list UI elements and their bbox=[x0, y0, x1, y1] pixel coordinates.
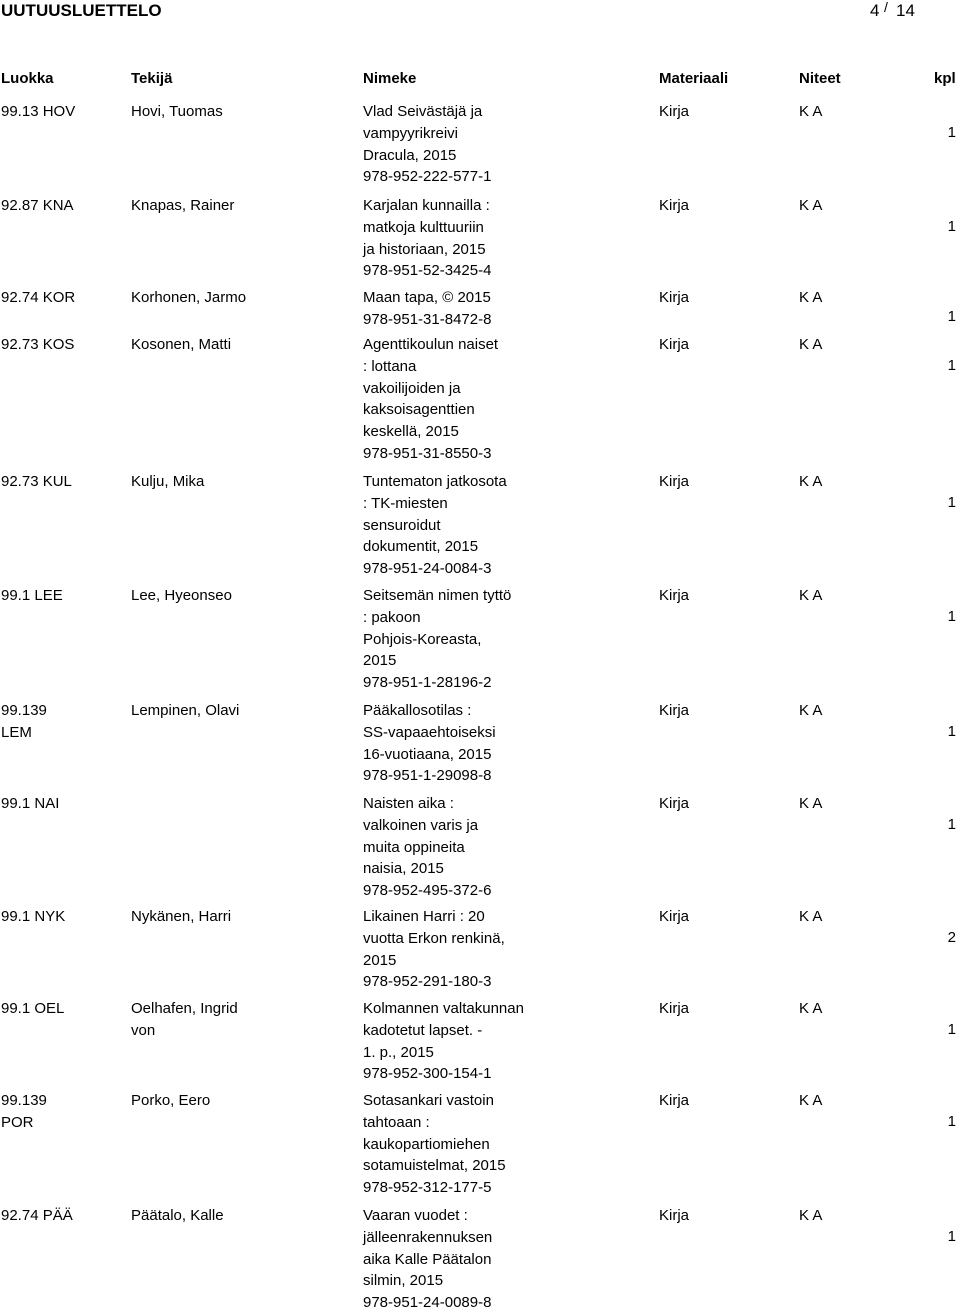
niteet-cell: K A bbox=[799, 197, 823, 214]
column-header-nimeke: Nimeke bbox=[363, 70, 417, 87]
luokka-cell bbox=[1, 195, 74, 217]
nimeke-cell-line: Pohjois-Koreasta, bbox=[363, 630, 482, 648]
tekija-cell bbox=[131, 195, 234, 217]
nimeke-cell-line: vuotta Erkon renkinä, bbox=[363, 929, 505, 947]
luokka-cell-line: 99.13 HOV bbox=[1, 103, 76, 120]
nimeke-cell-line: : lottana bbox=[363, 357, 417, 375]
nimeke-cell-line: 2015 bbox=[363, 951, 397, 969]
page-current: 4 bbox=[870, 1, 880, 20]
nimeke-cell-line: 978-951-52-3425-4 bbox=[363, 262, 492, 280]
kpl-cell: 1 bbox=[947, 723, 956, 740]
nimeke-cell-line: 978-951-1-29098-8 bbox=[363, 767, 492, 785]
niteet-cell: K A bbox=[799, 587, 823, 604]
nimeke-cell-line: 978-952-300-154-1 bbox=[363, 1065, 492, 1083]
nimeke-cell-line: 16-vuotiaana, 2015 bbox=[363, 745, 492, 763]
nimeke-cell-line: Kolmannen valtakunnan bbox=[363, 1000, 524, 1017]
luokka-cell bbox=[1, 471, 72, 493]
nimeke-cell bbox=[363, 334, 498, 465]
materiaali-cell: Kirja bbox=[659, 587, 690, 604]
materiaali-cell: Kirja bbox=[659, 1092, 690, 1109]
materiaali-cell: Kirja bbox=[659, 103, 690, 120]
nimeke-cell bbox=[363, 287, 491, 331]
kpl-cell: 1 bbox=[947, 1228, 956, 1245]
niteet-cell: K A bbox=[799, 473, 823, 490]
luokka-cell-line: LEM bbox=[1, 723, 32, 741]
luokka-cell-line: 92.73 KUL bbox=[1, 473, 72, 490]
nimeke-cell-line: 978-951-24-0089-8 bbox=[363, 1294, 492, 1312]
nimeke-cell-line: Seitsemän nimen tyttö bbox=[363, 587, 512, 604]
luokka-cell bbox=[1, 700, 47, 744]
nimeke-cell-line: Naisten aika : bbox=[363, 795, 454, 812]
kpl-cell: 1 bbox=[947, 218, 956, 235]
tekija-cell-line: von bbox=[131, 1021, 156, 1039]
tekija-cell-line: Päätalo, Kalle bbox=[131, 1207, 224, 1224]
nimeke-cell bbox=[363, 101, 491, 188]
niteet-cell: K A bbox=[799, 336, 823, 353]
luokka-cell bbox=[1, 793, 59, 815]
luokka-cell bbox=[1, 585, 63, 607]
nimeke-cell-line: Karjalan kunnailla : bbox=[363, 197, 490, 214]
tekija-cell-line: Porko, Eero bbox=[131, 1092, 211, 1109]
tekija-cell bbox=[131, 906, 231, 928]
nimeke-cell-line: kaukopartiomiehen bbox=[363, 1135, 490, 1153]
kpl-cell: 1 bbox=[947, 124, 956, 141]
tekija-cell-line: Kulju, Mika bbox=[131, 473, 205, 490]
nimeke-cell-line: 978-951-31-8550-3 bbox=[363, 444, 492, 462]
nimeke-cell-line: dokumentit, 2015 bbox=[363, 538, 479, 556]
kpl-cell: 1 bbox=[947, 494, 956, 511]
niteet-cell: K A bbox=[799, 1000, 823, 1017]
nimeke-cell-line: 978-952-495-372-6 bbox=[363, 882, 492, 900]
luokka-cell-line: 99.139 bbox=[1, 1092, 47, 1109]
tekija-cell-line: Lee, Hyeonseo bbox=[131, 587, 232, 604]
luokka-cell-line: 99.1 LEE bbox=[1, 587, 63, 604]
niteet-cell: K A bbox=[799, 289, 823, 306]
nimeke-cell-line: : TK-miesten bbox=[363, 494, 448, 512]
nimeke-cell-line: SS-vapaaehtoiseksi bbox=[363, 723, 496, 741]
column-header-luokka: Luokka bbox=[1, 70, 54, 87]
tekija-cell bbox=[131, 101, 223, 123]
luokka-cell-line: 92.73 KOS bbox=[1, 336, 75, 353]
luokka-cell-line: 99.139 bbox=[1, 702, 47, 719]
luokka-cell bbox=[1, 1090, 47, 1134]
nimeke-cell-line: Pääkallosotilas : bbox=[363, 702, 472, 719]
nimeke-cell-line: Vlad Seivästäjä ja bbox=[363, 103, 483, 120]
nimeke-cell-line: valkoinen varis ja bbox=[363, 816, 479, 834]
materiaali-cell: Kirja bbox=[659, 1000, 690, 1017]
tekija-cell-line: Kosonen, Matti bbox=[131, 336, 232, 353]
nimeke-cell-line: : pakoon bbox=[363, 608, 421, 626]
nimeke-cell-line: matkoja kulttuuriin bbox=[363, 218, 484, 236]
kpl-cell: 1 bbox=[947, 1021, 956, 1038]
tekija-cell-line: Nykänen, Harri bbox=[131, 908, 232, 925]
nimeke-cell bbox=[363, 1090, 506, 1199]
nimeke-cell-line: Likainen Harri : 20 bbox=[363, 908, 485, 925]
nimeke-cell bbox=[363, 998, 524, 1085]
materiaali-cell: Kirja bbox=[659, 795, 690, 812]
kpl-cell: 1 bbox=[947, 357, 956, 374]
kpl-cell: 1 bbox=[947, 816, 956, 833]
luokka-cell bbox=[1, 101, 75, 123]
tekija-cell bbox=[131, 334, 231, 356]
nimeke-cell bbox=[363, 585, 511, 694]
luokka-cell-line: POR bbox=[1, 1113, 34, 1131]
nimeke-cell-line: Agenttikoulun naiset bbox=[363, 336, 499, 353]
nimeke-cell-line: muita oppineita bbox=[363, 838, 465, 856]
luokka-cell-line: 92.74 KOR bbox=[1, 289, 76, 306]
nimeke-cell-line: 978-951-1-28196-2 bbox=[363, 674, 492, 692]
luokka-cell-line: 92.74 PÄÄ bbox=[1, 1207, 73, 1224]
luokka-cell bbox=[1, 287, 75, 309]
materiaali-cell: Kirja bbox=[659, 473, 690, 490]
column-header-niteet: Niteet bbox=[799, 70, 841, 87]
page-title: UUTUUSLUETTELO bbox=[1, 1, 162, 20]
materiaali-cell: Kirja bbox=[659, 197, 690, 214]
nimeke-cell-line: 978-952-312-177-5 bbox=[363, 1179, 492, 1197]
luokka-cell-line: 92.87 KNA bbox=[1, 197, 74, 214]
luokka-cell bbox=[1, 998, 64, 1020]
nimeke-cell bbox=[363, 1205, 492, 1314]
tekija-cell bbox=[131, 287, 246, 309]
nimeke-cell-line: naisia, 2015 bbox=[363, 860, 444, 878]
materiaali-cell: Kirja bbox=[659, 289, 690, 306]
nimeke-cell-line: 978-951-31-8472-8 bbox=[363, 310, 492, 328]
nimeke-cell-line: aika Kalle Päätalon bbox=[363, 1250, 492, 1268]
kpl-cell: 1 bbox=[947, 608, 956, 625]
nimeke-cell-line: tahtoaan : bbox=[363, 1113, 430, 1131]
materiaali-cell: Kirja bbox=[659, 1207, 690, 1224]
tekija-cell-line: Oelhafen, Ingrid bbox=[131, 1000, 238, 1017]
nimeke-cell-line: jälleenrakennuksen bbox=[363, 1228, 493, 1246]
column-header-tekija: Tekijä bbox=[131, 70, 173, 87]
nimeke-cell-line: ja historiaan, 2015 bbox=[363, 240, 486, 258]
niteet-cell: K A bbox=[799, 1092, 823, 1109]
luokka-cell-line: 99.1 NYK bbox=[1, 908, 66, 925]
column-header-kpl: kpl bbox=[934, 70, 956, 87]
materiaali-cell: Kirja bbox=[659, 702, 690, 719]
nimeke-cell-line: Tuntematon jatkosota bbox=[363, 473, 507, 490]
kpl-cell: 1 bbox=[947, 1113, 956, 1130]
luokka-cell-line: 99.1 NAI bbox=[1, 795, 60, 812]
tekija-cell-line: Korhonen, Jarmo bbox=[131, 289, 247, 306]
page-separator: / bbox=[884, 0, 888, 15]
tekija-cell bbox=[131, 471, 204, 493]
nimeke-cell-line: Maan tapa, © 2015 bbox=[363, 289, 491, 306]
tekija-cell-line: Hovi, Tuomas bbox=[131, 103, 223, 120]
nimeke-cell-line: silmin, 2015 bbox=[363, 1272, 444, 1290]
nimeke-cell-line: 978-952-291-180-3 bbox=[363, 973, 492, 991]
niteet-cell: K A bbox=[799, 1207, 823, 1224]
tekija-cell bbox=[131, 700, 239, 722]
page-total: 14 bbox=[896, 1, 915, 20]
tekija-cell-line: Lempinen, Olavi bbox=[131, 702, 240, 719]
kpl-cell: 1 bbox=[947, 308, 956, 325]
nimeke-cell-line: keskellä, 2015 bbox=[363, 423, 459, 441]
nimeke-cell-line: sotamuistelmat, 2015 bbox=[363, 1157, 506, 1175]
nimeke-cell-line: Dracula, 2015 bbox=[363, 146, 457, 164]
nimeke-cell-line: 978-951-24-0084-3 bbox=[363, 560, 492, 578]
nimeke-cell-line: vakoilijoiden ja bbox=[363, 379, 461, 397]
niteet-cell: K A bbox=[799, 702, 823, 719]
niteet-cell: K A bbox=[799, 908, 823, 925]
luokka-cell-line: 99.1 OEL bbox=[1, 1000, 65, 1017]
nimeke-cell bbox=[363, 700, 496, 787]
nimeke-cell-line: Sotasankari vastoin bbox=[363, 1092, 494, 1109]
tekija-cell bbox=[131, 1205, 224, 1227]
nimeke-cell bbox=[363, 906, 505, 993]
niteet-cell: K A bbox=[799, 795, 823, 812]
column-header-materiaali: Materiaali bbox=[659, 70, 729, 87]
tekija-cell-line: Knapas, Rainer bbox=[131, 197, 235, 214]
tekija-cell bbox=[131, 585, 232, 607]
nimeke-cell-line: vampyyrikreivi bbox=[363, 124, 459, 142]
materiaali-cell: Kirja bbox=[659, 336, 690, 353]
luokka-cell bbox=[1, 906, 65, 928]
tekija-cell bbox=[131, 1090, 210, 1112]
nimeke-cell-line: kadotetut lapset. - bbox=[363, 1021, 483, 1039]
materiaali-cell: Kirja bbox=[659, 908, 690, 925]
nimeke-cell-line: kaksoisagenttien bbox=[363, 401, 475, 419]
nimeke-cell bbox=[363, 471, 507, 580]
nimeke-cell-line: 978-952-222-577-1 bbox=[363, 168, 492, 186]
nimeke-cell-line: Vaaran vuodet : bbox=[363, 1207, 468, 1224]
kpl-cell: 2 bbox=[947, 929, 956, 946]
luokka-cell bbox=[1, 334, 74, 356]
nimeke-cell-line: 2015 bbox=[363, 652, 397, 670]
tekija-cell bbox=[131, 998, 238, 1042]
nimeke-cell bbox=[363, 793, 491, 902]
luokka-cell bbox=[1, 1205, 73, 1227]
nimeke-cell bbox=[363, 195, 491, 282]
nimeke-cell-line: 1. p., 2015 bbox=[363, 1043, 434, 1061]
nimeke-cell-line: sensuroidut bbox=[363, 516, 441, 534]
niteet-cell: K A bbox=[799, 103, 823, 120]
